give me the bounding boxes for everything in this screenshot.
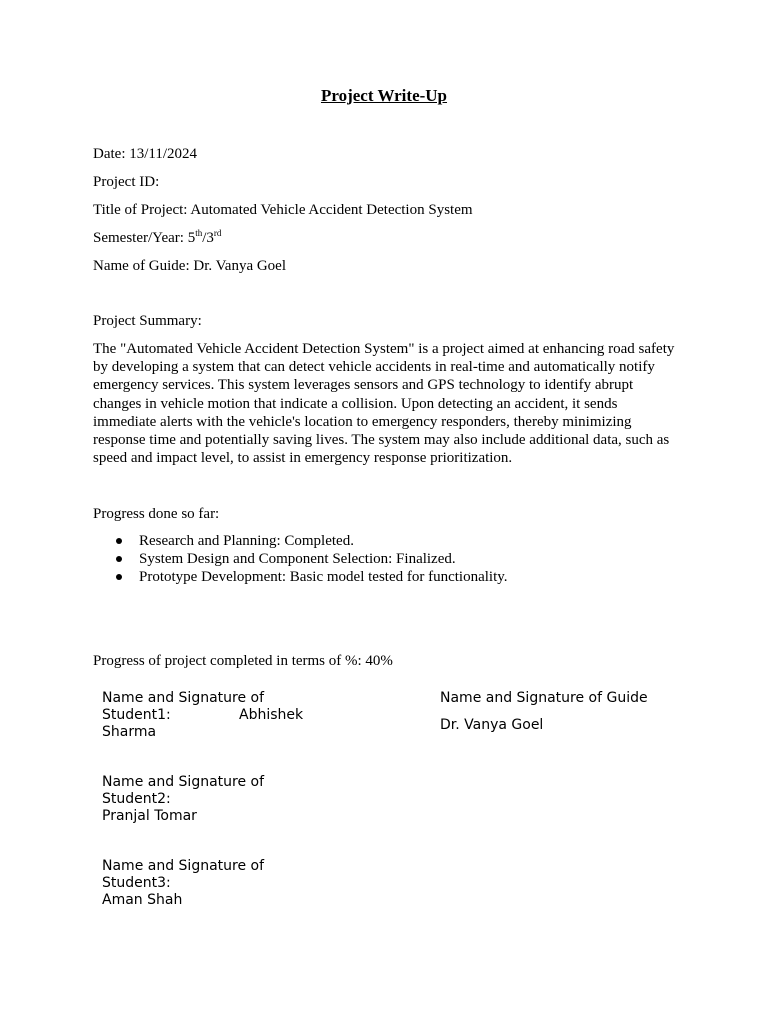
bullet-icon	[116, 538, 122, 544]
student2-name: Pranjal Tomar	[102, 808, 197, 824]
list-item	[93, 532, 508, 550]
list-item-text: Prototype Development: Basic model tested for functionality.	[139, 569, 508, 586]
bullet-icon	[116, 574, 122, 580]
summary-heading: Project Summary:	[93, 313, 202, 329]
bullet-icon	[116, 556, 122, 562]
student1-label-line1: Name and Signature of	[102, 690, 265, 706]
list-item	[93, 568, 508, 586]
student1-name-line2: Sharma	[102, 724, 157, 740]
progress-percent-line: Progress of project completed in terms of %: 40%	[93, 653, 393, 669]
document-title: Project Write-Up	[320, 86, 448, 105]
student3-label-line2: Student3:	[102, 875, 171, 891]
list-item	[93, 550, 508, 568]
progress-heading: Progress done so far:	[93, 506, 220, 522]
semester-mid: /3	[202, 230, 214, 246]
list-item-text: Research and Planning: Completed.	[139, 533, 354, 549]
student1-label-line2: Student1:	[102, 707, 171, 723]
project-id-line: Project ID:	[93, 174, 160, 190]
student3-label-line1: Name and Signature of	[102, 858, 265, 874]
project-title-line: Title of Project: Automated Vehicle Accident Detection System	[93, 202, 473, 218]
student2-label-line1: Name and Signature of	[102, 774, 265, 790]
semester-sup-rd: rd	[213, 228, 222, 238]
student3-name: Aman Shah	[102, 892, 183, 908]
guide-signature-label: Name and Signature of Guide	[440, 690, 648, 706]
guide-line: Name of Guide: Dr. Vanya Goel	[93, 258, 287, 274]
semester-line	[93, 229, 221, 247]
progress-list	[93, 532, 508, 587]
date-line: Date: 13/11/2024	[93, 146, 198, 162]
semester-sup-th: th	[195, 228, 203, 238]
student2-label-line2: Student2:	[102, 791, 171, 807]
semester-prefix: Semester/Year: 5	[93, 230, 196, 246]
student1-name-line1: Abhishek	[239, 707, 304, 723]
summary-paragraph: The "Automated Vehicle Accident Detection System" is a project aimed at enhancing road safety by developing a system that can detect vehicle accidents in real-time and automatically notify emergency services. This system leverages sensors and GPS technology to identify abrupt changes in vehicle motion that indicate a collision. Upon detecting an accident, it sends immediate alerts with the vehicle's location to emergency responders, thereby minimizing response time and potentially saving lives. The system may also include additional data, such as speed and impact level, to assist in emergency response prioritization.	[93, 341, 675, 467]
guide-signature-name: Dr. Vanya Goel	[440, 717, 544, 733]
list-item-text: System Design and Component Selection: Finalized.	[139, 551, 456, 568]
